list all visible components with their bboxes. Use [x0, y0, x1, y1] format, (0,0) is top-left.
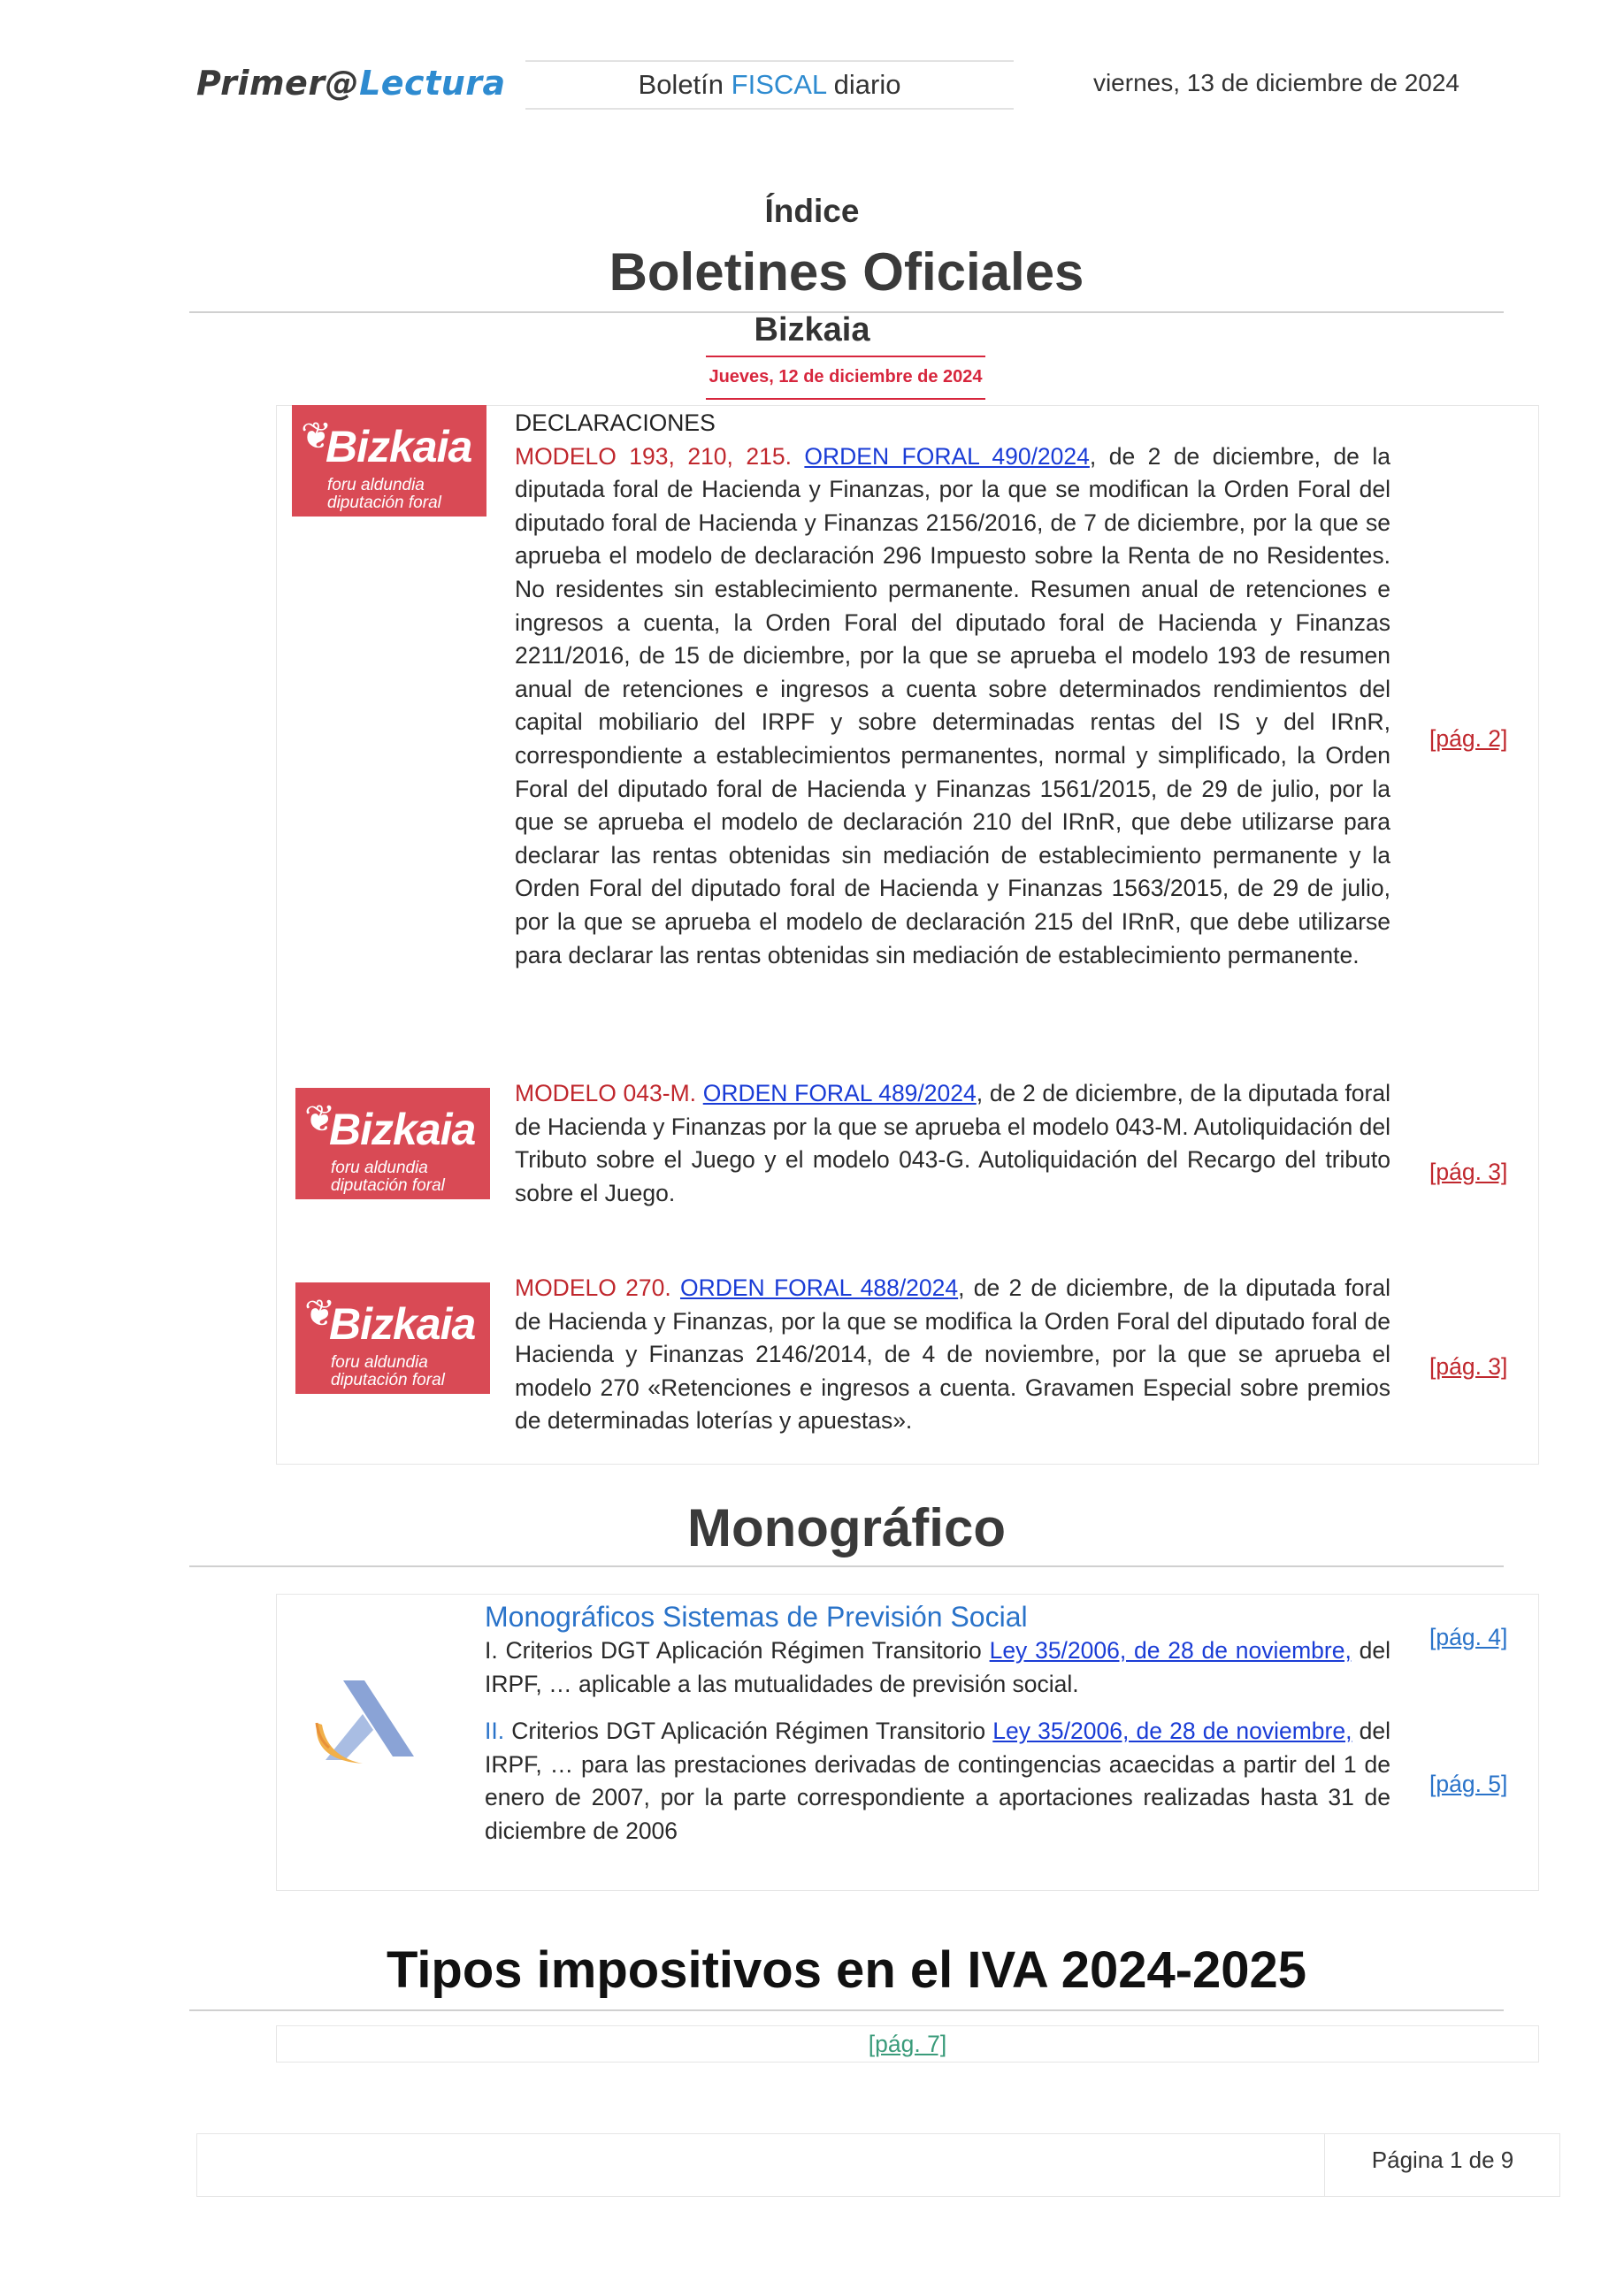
page-link[interactable]: [pág. 3] — [1429, 1159, 1508, 1185]
page-link[interactable]: [pág. 5] — [1429, 1771, 1508, 1797]
entry-model: MODELO 193, 210, 215. — [515, 442, 805, 470]
item-prefix: Criterios DGT Aplicación Régimen Transitorio — [504, 1718, 993, 1745]
bulletin-title-part1: Boletín — [638, 69, 732, 100]
monografico-list — [485, 1599, 1390, 1848]
item-text: del IRPF, … aplicable a las mutualidades de previsión social. — [485, 1637, 1390, 1697]
ley-link[interactable]: Ley 35/2006, de 28 de noviembre, — [989, 1637, 1352, 1664]
logo-name: Bizkaia — [329, 1105, 476, 1154]
brand-logo-part1: Primer@ — [196, 64, 360, 103]
item-number: II. — [485, 1718, 505, 1745]
bulletin-title — [525, 60, 1014, 110]
entry-model: MODELO 270. — [515, 1274, 680, 1301]
entry-modelo-043 — [515, 1077, 1390, 1210]
logo-line2: diputación foral — [331, 1176, 445, 1195]
logo-line1: foru aldundia — [331, 1353, 428, 1372]
page-link[interactable]: [pág. 2] — [1429, 725, 1508, 752]
ley-link[interactable]: Ley 35/2006, de 28 de noviembre, — [992, 1718, 1352, 1745]
page-link[interactable]: [pág. 4] — [1429, 1624, 1508, 1650]
aeat-logo-icon — [310, 1672, 426, 1771]
brand-logo-part2: Lectura — [359, 64, 506, 103]
bizkaia-logo — [295, 1282, 490, 1394]
issue-date: viernes, 13 de diciembre de 2024 — [1092, 69, 1459, 96]
iva-box — [276, 2025, 1539, 2063]
monografico-item — [485, 1715, 1390, 1848]
logo-line1: foru aldundia — [331, 1159, 428, 1177]
region-title: Bizkaia — [754, 311, 870, 348]
index-label: Índice — [764, 193, 860, 229]
footer-divider — [1324, 2134, 1325, 2196]
entry-modelo-270 — [515, 1272, 1390, 1438]
bulletin-title-fiscal: FISCAL — [731, 69, 827, 100]
entry-text: , de 2 de diciembre, de la diputada foral de Hacienda y Finanzas, por la que se modifican la Orden Foral del diputado foral de Hacienda y Finanzas 2156/2016, de 7 de diciembre, por la que se aprueba el modelo de declaración 296 Impuesto sobre la Renta de no Residentes. No residentes sin establecimiento permanente. Resumen anual de retenciones e ingresos a cuenta, la Orden Foral del diputado foral de Hacienda y Finanzas 2211/2016, de 15 de diciembre, por la que se aprueba el modelo 193 de resumen anual de retenciones e ingresos a cuenta sobre determinados rendimientos del capital mobiliario del IRPF y sobre determinadas rentas del IS y del IRnR, correspondiente a establecimientos permanentes, normal y simplificado, la Orden Foral del diputado foral de Hacienda y Finanzas 1561/2015, de 29 de julio, por la que se aprueba el modelo de declaración 210 del IRnR, que debe utilizarse para declarar las rentas obtenidas sin mediación de establecimiento permanente y la Orden Foral del diputado foral de Hacienda y Finanzas 1563/2015, de 29 de julio, por la que se aprueba el modelo de declaración 215 del IRnR, que debe utilizarse para declarar las rentas obtenidas sin mediación de establecimiento permanente. — [515, 442, 1390, 968]
section-title-iva: Tipos impositivos en el IVA 2024-2025 — [189, 1937, 1504, 2011]
leaf-icon: ❦ — [304, 1292, 336, 1334]
publication-date: Jueves, 12 de diciembre de 2024 — [706, 356, 985, 400]
leaf-icon: ❦ — [301, 415, 333, 456]
logo-name: Bizkaia — [329, 1299, 476, 1349]
entry-text: , de 2 de diciembre, de la diputada foral de Hacienda y Finanzas por la que se aprueba el modelo 043-M. Autoliquidación del Tributo sobre el Juego y el modelo 043-G. Autoliquidación del Recargo del tributo sobre el Juego. — [515, 1080, 1390, 1206]
logo-line1: foru aldundia — [327, 476, 425, 494]
page-footer — [196, 2133, 1560, 2197]
bizkaia-logo — [292, 405, 486, 517]
section-title-monografico: Monográfico — [189, 1495, 1504, 1567]
bizkaia-logo — [295, 1088, 490, 1199]
entry-modelo-193 — [515, 407, 1390, 972]
orden-foral-link[interactable]: ORDEN FORAL 488/2024 — [679, 1274, 959, 1301]
page-link[interactable]: [pág. 3] — [1429, 1353, 1508, 1380]
entry-text: , de 2 de diciembre, de la diputada foral de Hacienda y Finanzas, por la que se modifica la Orden Foral del diputado foral de Hacienda y Finanzas 2146/2014, de 4 de noviembre, por la que se aprueba el modelo 270 «Retenciones e ingresos a cuenta. Gravamen Especial sobre premios de determinadas loterías y apuestas». — [515, 1274, 1390, 1435]
logo-name: Bizkaia — [326, 422, 472, 471]
orden-foral-link[interactable]: ORDEN FORAL 489/2024 — [702, 1080, 977, 1106]
page-link[interactable]: [pág. 7] — [868, 2031, 947, 2057]
logo-line2: diputación foral — [327, 494, 441, 512]
orden-foral-link[interactable]: ORDEN FORAL 490/2024 — [804, 442, 1090, 470]
bulletin-title-part3: diario — [826, 69, 901, 100]
item-text: del IRPF, … para las prestaciones derivadas de contingencias acaecidas a partir del 1 de enero de 2007, por la parte correspondiente a aportaciones realizadas hasta 31 de diciembre de 2006 — [485, 1718, 1390, 1844]
section-title-boletines: Boletines Oficiales — [189, 239, 1504, 313]
entry-model: MODELO 043-M. — [515, 1080, 703, 1106]
leaf-icon: ❦ — [304, 1098, 336, 1139]
monografico-heading: Monográficos Sistemas de Previsión Social — [485, 1601, 1028, 1633]
item-prefix: I. Criterios DGT Aplicación Régimen Transitorio — [485, 1637, 990, 1664]
category-heading: DECLARACIONES — [515, 409, 716, 436]
monografico-item — [485, 1634, 1390, 1701]
page-number: Página 1 de 9 — [1371, 2147, 1514, 2173]
logo-line2: diputación foral — [331, 1371, 445, 1389]
brand-logo — [196, 64, 506, 103]
